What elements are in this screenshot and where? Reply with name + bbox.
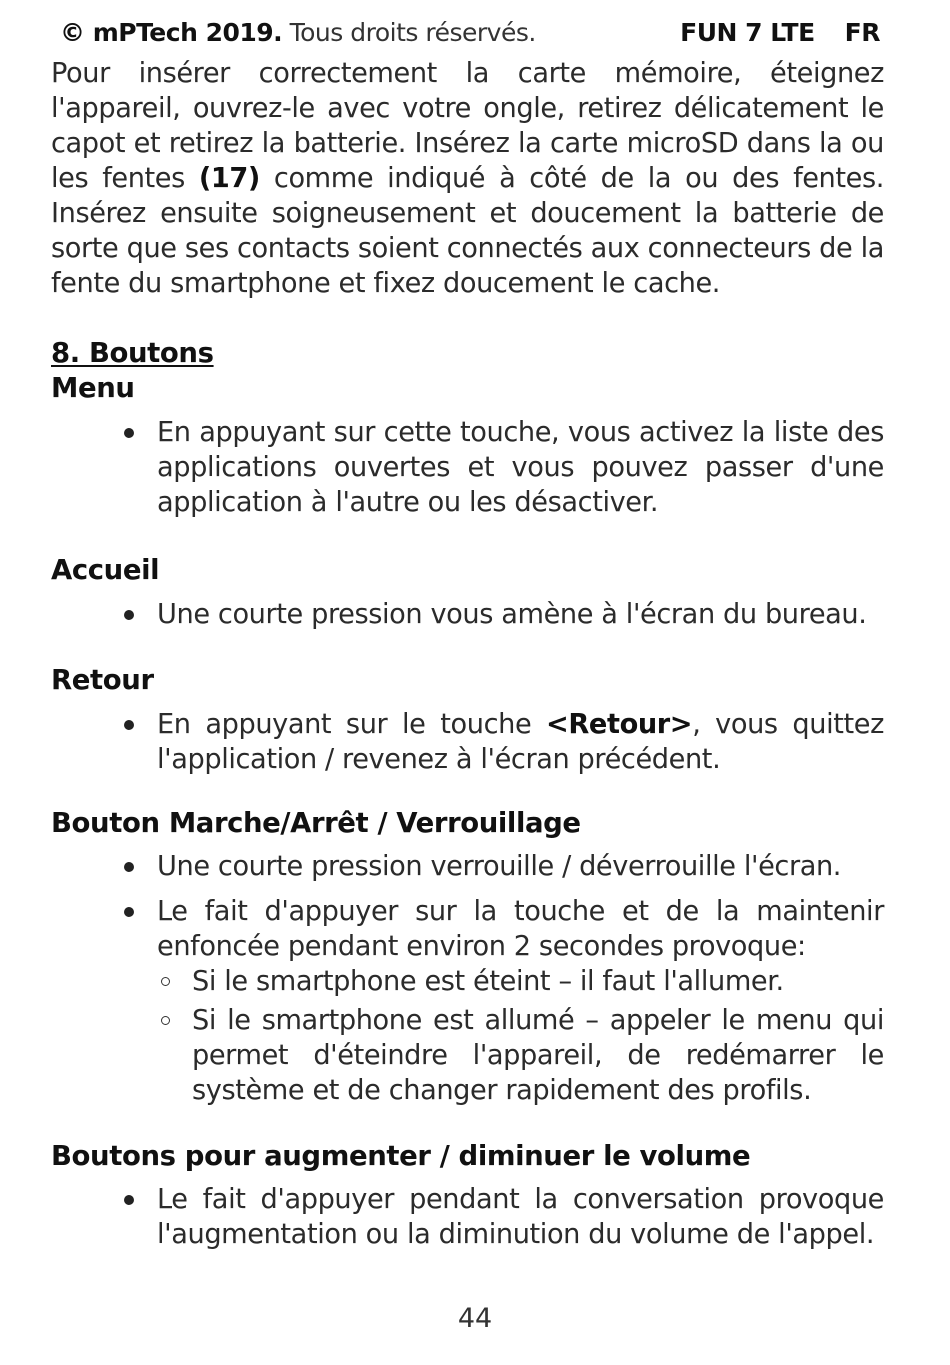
power-list xyxy=(51,849,884,1108)
list-item xyxy=(51,894,884,1108)
retour-list xyxy=(51,707,884,777)
list-item xyxy=(51,849,884,884)
retour-bullet-1 xyxy=(157,707,884,777)
menu-bullet-1: En appuyant sur cette touche, vous activez la liste des applications ouvertes et vous pouvez passer d'une application à l'autre ou les désactiver. xyxy=(157,417,884,518)
copyright-rights: Tous droits réservés. xyxy=(282,18,536,47)
page-number: 44 xyxy=(457,1303,493,1334)
menu-list xyxy=(51,415,884,520)
header-right xyxy=(680,18,880,47)
copyright xyxy=(60,18,536,47)
intro-part-2: comme indiqué à côté de la ou des fentes. Insérez ensuite soigneusement et doucement la batterie de sorte que ses contacts soient connectés aux connecteurs de la fente du smartphone et fixez doucement le cache. xyxy=(51,163,885,299)
list-item xyxy=(51,415,884,520)
accueil-bullet-1: Une courte pression vous amène à l'écran du bureau. xyxy=(157,599,867,630)
power-sublist xyxy=(157,964,884,1108)
device-model: FUN 7 LTE xyxy=(680,18,815,47)
intro-paragraph xyxy=(51,56,884,301)
sub-list-item xyxy=(157,1003,884,1108)
accueil-list xyxy=(51,597,884,632)
section-title: 8. Boutons xyxy=(51,337,214,369)
power-sub-2: Si le smartphone est allumé – appeler le menu qui permet d'éteindre l'appareil, de redémarrer le système et de changer rapidement des profils. xyxy=(192,1005,884,1106)
power-sub-1: Si le smartphone est éteint – il faut l'allumer. xyxy=(192,966,784,997)
power-bullet-1: Une courte pression verrouille / déverrouille l'écran. xyxy=(157,851,842,882)
list-item xyxy=(51,597,884,632)
sub-list-item xyxy=(157,964,884,999)
retour-bullet-pre: En appuyant sur le touche xyxy=(157,709,547,740)
retour-key-label: <Retour> xyxy=(546,709,693,740)
menu-title: Menu xyxy=(51,372,135,404)
volume-list xyxy=(51,1182,884,1252)
page-content xyxy=(51,56,884,1252)
intro-part-1: Pour insérer correctement la carte mémoire, éteignez l'appareil, ouvrez-le avec votre ongle, retirez délicatement le capot et retirez la batterie. Insérez la carte microSD dans la ou les fentes xyxy=(51,58,884,194)
accueil-title: Accueil xyxy=(51,554,160,586)
copyright-brand: © mPTech 2019. xyxy=(60,18,283,47)
power-bullet-2: Le fait d'appuyer sur la touche et de la maintenir enfoncée pendant environ 2 secondes provoque: xyxy=(157,896,884,962)
list-item xyxy=(51,1182,884,1252)
intro-reference: (17) xyxy=(198,163,260,194)
volume-title: Boutons pour augmenter / diminuer le volume xyxy=(51,1140,751,1172)
retour-title: Retour xyxy=(51,664,154,696)
language-code: FR xyxy=(844,18,880,47)
list-item xyxy=(51,707,884,777)
retour-bullet-post: , vous quittez l'application / revenez à l'écran précédent. xyxy=(157,709,884,775)
power-title: Bouton Marche/Arrêt / Verrouillage xyxy=(51,807,581,839)
volume-bullet-1: Le fait d'appuyer pendant la conversation provoque l'augmentation ou la diminution du volume de l'appel. xyxy=(157,1184,884,1250)
